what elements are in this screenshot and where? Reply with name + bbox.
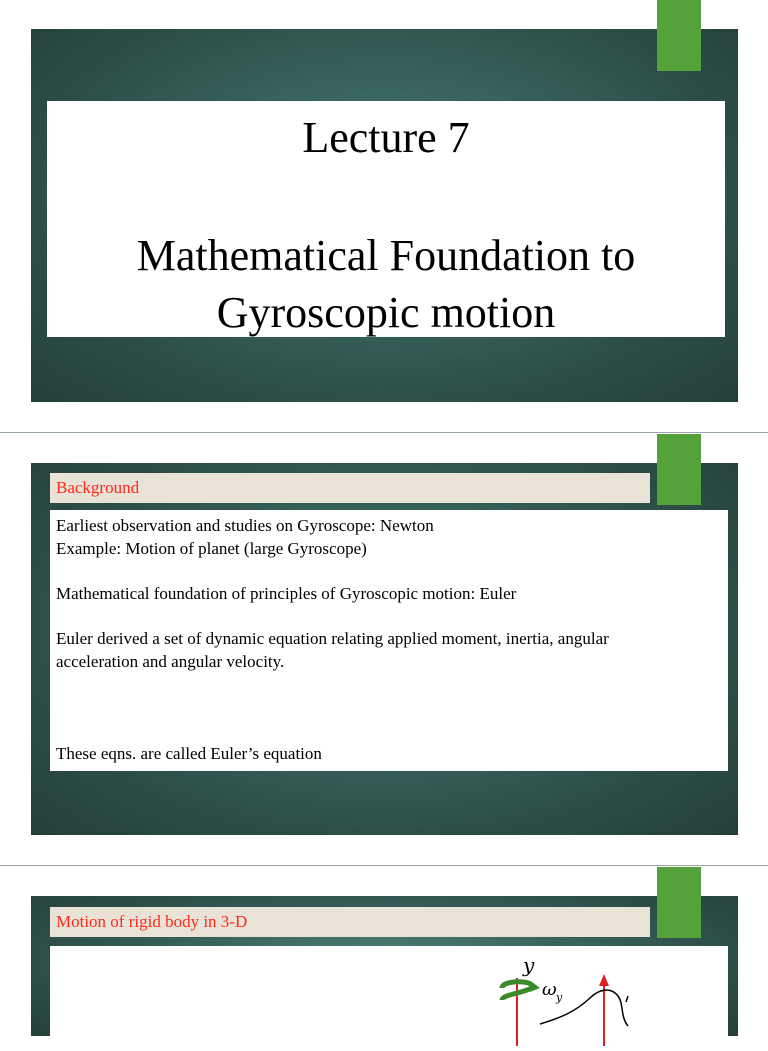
subtitle-line-1: Mathematical Foundation to: [136, 231, 636, 280]
body-line: Earliest observation and studies on Gyroscope: Newton: [56, 516, 434, 535]
subtitle-line-2: Gyroscopic motion: [216, 288, 556, 337]
page-divider: [0, 865, 768, 866]
slide-tab-accent: [657, 0, 701, 71]
tick-mark: [626, 996, 628, 1002]
rigid-body-diagram: [50, 946, 728, 1046]
body-line: Mathematical foundation of principles of Gyroscopic motion: Euler: [56, 584, 517, 603]
vector-arrowhead-icon: [599, 974, 609, 986]
lecture-subtitle: [47, 227, 725, 341]
slide-rigid-body: [31, 896, 738, 1036]
omega-symbol: ω: [542, 979, 557, 1000]
slide-body: [50, 946, 728, 1046]
page-divider: [0, 432, 768, 433]
axis-label-y: y: [523, 953, 535, 977]
slide-title: [31, 29, 738, 402]
omega-subscript: y: [556, 991, 563, 1004]
lecture-title: Lecture 7: [302, 113, 470, 162]
slide-tab-accent: [657, 434, 701, 505]
title-box: [47, 101, 725, 337]
body-line: acceleration and angular velocity.: [56, 652, 285, 671]
slide-body: [50, 510, 728, 771]
body-line: These eqns. are called Euler’s equation: [56, 744, 322, 763]
body-line: Example: Motion of planet (large Gyroscope): [56, 539, 367, 558]
slide-heading: Background: [50, 473, 650, 503]
body-line: Euler derived a set of dynamic equation relating applied moment, inertia, angular: [56, 629, 609, 648]
slide-background: [31, 463, 738, 835]
slide-tab-accent: [657, 867, 701, 938]
slide-heading: Motion of rigid body in 3-D: [50, 907, 650, 937]
